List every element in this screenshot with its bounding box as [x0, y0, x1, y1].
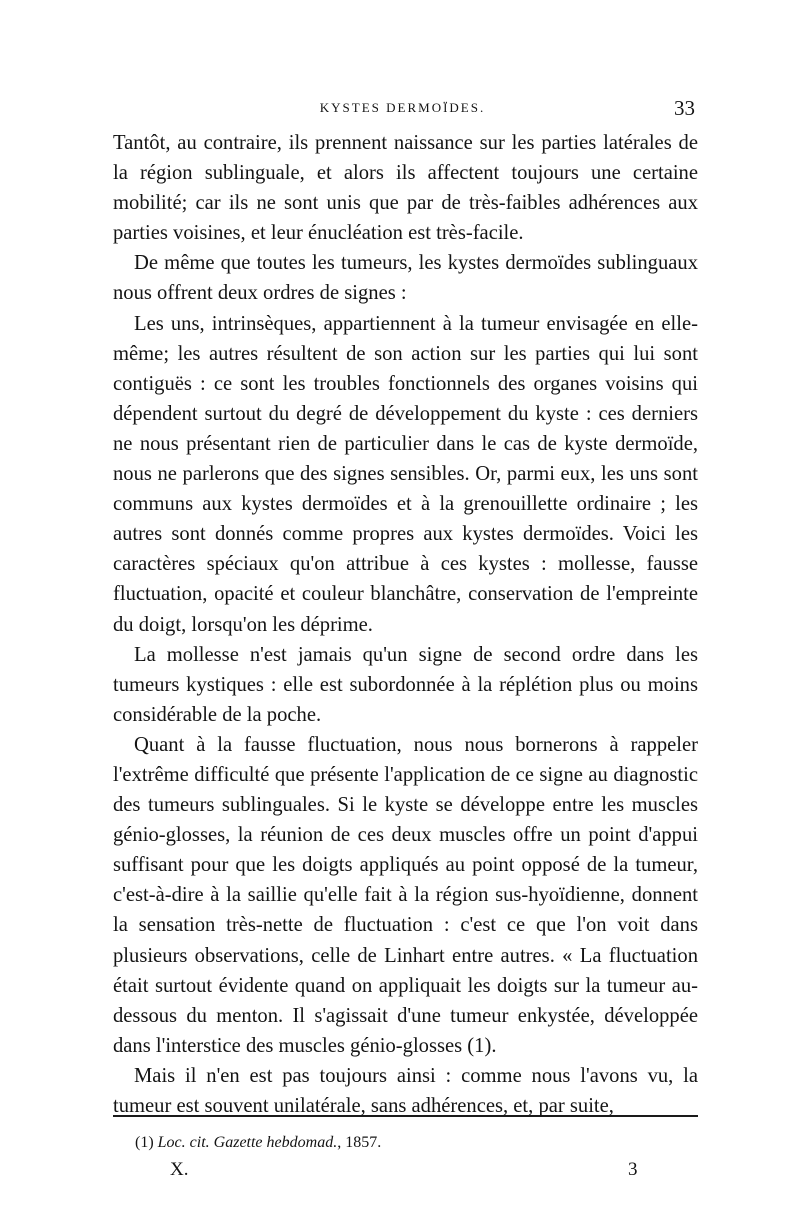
footnote-journal: Gazette hebdomad. [213, 1134, 338, 1151]
page-number: 33 [674, 96, 695, 120]
paragraph: La mollesse n'est jamais qu'un signe de second ordre dans les tumeurs kystiques : elle est subordonnée à la réplétion plus ou moins considérable de la poche. [113, 643, 698, 726]
signature-number: 3 [628, 1159, 638, 1180]
footnote [135, 1133, 695, 1153]
page-header [110, 98, 695, 128]
paragraph-continuation: Tantôt, au contraire, ils prennent naissance sur les parties latérales de la région sublinguale, et alors ils affectent toujours une certaine mobilité; car ils ne sont unis que par de très-faibles adhérences aux parties voisines, et leur énucléation est très-facile. [113, 132, 698, 245]
footnote-divider [113, 1115, 698, 1117]
body-text [113, 128, 698, 1121]
footnote-source: Loc. cit. [157, 1134, 210, 1151]
footnote-marker: (1) [135, 1134, 154, 1151]
paragraph: De même que toutes les tumeurs, les kystes dermoïdes sublinguaux nous offrent deux ordres de signes : [113, 252, 698, 305]
footnote-year: , 1857. [337, 1134, 382, 1151]
paragraph: Les uns, intrinsèques, appartiennent à la tumeur envisagée en elle-même; les autres résultent de son action sur les parties qui lui sont contiguës : ce sont les troubles fonctionnels des organes voisins qui dépendent surtout du degré de développement du kyste : ces derniers ne nous présentant rien de particulier dans le cas de kyste dermoïde, nous ne parlerons que des signes sensibles. Or, parmi eux, les uns sont communs aux kystes dermoïdes et à la grenouillette ordinaire ; les autres sont donnés comme propres aux kystes dermoïdes. Voici les caractères spéciaux qu'on attribue à ces kystes : mollesse, fausse fluctuation, opacité et couleur blanchâtre, conservation de l'empreinte du doigt, lorsqu'on les déprime. [113, 312, 698, 636]
signature-mark: X. [170, 1159, 189, 1180]
running-title: KYSTES DERMOÏDES. [319, 100, 486, 115]
paragraph: Mais il n'en est pas toujours ainsi : comme nous l'avons vu, la tumeur est souvent unilatérale, sans adhérences, et, par suite, [113, 1064, 698, 1117]
paragraph: Quant à la fausse fluctuation, nous nous bornerons à rappeler l'extrême difficulté que présente l'application de ce signe au diagnostic des tumeurs sublinguales. Si le kyste se développe entre les muscles génio-glosses, la réunion de ces deux muscles offre un point d'appui suffisant pour que les doigts appliqués au point opposé de la tumeur, c'est-à-dire à la saillie qu'elle fait à la région sus-hyoïdienne, donnent la sensation très-nette de fluctuation : c'est ce que l'on voit dans plusieurs observations, celle de Linhart entre autres. « La fluctuation était surtout évidente quand on appliquait les doigts sur la tumeur au-dessous du menton. Il s'agissait d'une tumeur enkystée, développée dans l'interstice des muscles génio-glosses (1). [113, 733, 698, 1057]
